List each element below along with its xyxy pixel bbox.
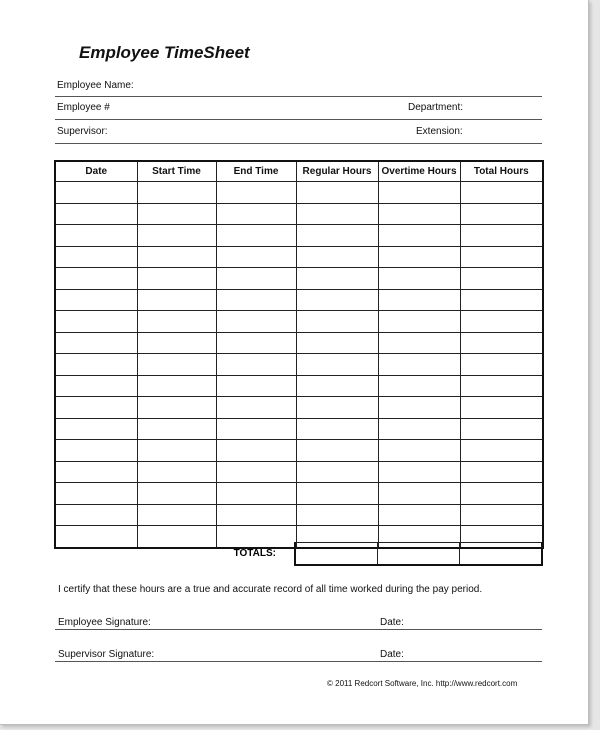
total-hours-cell[interactable] — [460, 397, 543, 419]
end-time-cell[interactable] — [216, 375, 296, 397]
start-time-cell[interactable] — [137, 246, 216, 268]
date-cell[interactable] — [55, 461, 137, 483]
totals-row — [54, 542, 543, 566]
regular-hours-cell[interactable] — [296, 504, 378, 526]
total-hours-cell[interactable] — [460, 311, 543, 333]
page-title: Employee TimeSheet — [79, 43, 250, 62]
start-time-cell[interactable] — [137, 504, 216, 526]
end-time-cell[interactable] — [216, 354, 296, 376]
total-hours-cell[interactable] — [459, 543, 542, 566]
supervisor-line[interactable] — [55, 143, 542, 144]
regular-hours-cell[interactable] — [296, 461, 378, 483]
regular-hours-cell[interactable] — [296, 268, 378, 290]
date-cell[interactable] — [55, 375, 137, 397]
end-time-cell[interactable] — [216, 418, 296, 440]
regular-hours-cell[interactable] — [296, 418, 378, 440]
date-cell[interactable] — [55, 268, 137, 290]
regular-hours-cell[interactable] — [296, 483, 378, 505]
column-header-date: Date — [55, 161, 137, 182]
date-cell[interactable] — [55, 289, 137, 311]
total-hours-cell[interactable] — [460, 375, 543, 397]
employee-signature-date-label: Date: — [380, 617, 404, 628]
date-cell[interactable] — [55, 504, 137, 526]
start-time-cell[interactable] — [137, 418, 216, 440]
totals-label: TOTALS: — [233, 548, 276, 560]
total-hours-cell[interactable] — [460, 246, 543, 268]
end-time-cell[interactable] — [216, 311, 296, 333]
overtime-hours-cell[interactable] — [378, 289, 460, 311]
start-time-cell[interactable] — [137, 182, 216, 204]
regular-hours-cell[interactable] — [296, 311, 378, 333]
table-row — [55, 397, 543, 419]
regular-hours-cell[interactable] — [296, 375, 378, 397]
end-time-cell[interactable] — [216, 504, 296, 526]
total-hours-cell[interactable] — [460, 504, 543, 526]
end-time-cell[interactable] — [216, 332, 296, 354]
end-time-cell[interactable] — [216, 483, 296, 505]
column-header-total-hours: Total Hours — [460, 161, 543, 182]
start-time-cell[interactable] — [137, 461, 216, 483]
supervisor-signature-date-label: Date: — [380, 649, 404, 660]
column-header-overtime-hours: Overtime Hours — [378, 161, 460, 182]
total-hours-cell[interactable] — [460, 289, 543, 311]
regular-hours-cell[interactable] — [296, 203, 378, 225]
supervisor-label: Supervisor: — [57, 126, 108, 137]
overtime-hours-cell[interactable] — [378, 225, 460, 247]
overtime-hours-cell[interactable] — [378, 375, 460, 397]
employee-name-label: Employee Name: — [57, 80, 134, 91]
end-time-cell[interactable] — [216, 440, 296, 462]
table-row — [55, 332, 543, 354]
department-label: Department: — [408, 102, 464, 113]
start-time-cell[interactable] — [137, 225, 216, 247]
start-time-cell[interactable] — [137, 289, 216, 311]
end-time-cell[interactable] — [216, 397, 296, 419]
end-time-cell[interactable] — [216, 268, 296, 290]
overtime-hours-cell[interactable] — [378, 268, 460, 290]
overtime-hours-cell[interactable] — [378, 418, 460, 440]
overtime-hours-cell[interactable] — [378, 397, 460, 419]
regular-hours-cell[interactable] — [296, 354, 378, 376]
date-cell[interactable] — [55, 483, 137, 505]
regular-hours-cell[interactable] — [296, 440, 378, 462]
regular-hours-cell[interactable] — [296, 332, 378, 354]
end-time-cell[interactable] — [216, 461, 296, 483]
regular-hours-cell[interactable] — [296, 225, 378, 247]
total-hours-cell[interactable] — [460, 332, 543, 354]
table-row — [55, 225, 543, 247]
regular-hours-cell[interactable] — [296, 289, 378, 311]
total-hours-cell[interactable] — [460, 418, 543, 440]
column-header-end-time: End Time — [216, 161, 296, 182]
regular-hours-cell[interactable] — [296, 182, 378, 204]
date-cell[interactable] — [55, 397, 137, 419]
table-row — [55, 182, 543, 204]
end-time-cell[interactable] — [216, 182, 296, 204]
start-time-cell[interactable] — [137, 440, 216, 462]
table-row — [55, 203, 543, 225]
total-hours-cell[interactable] — [460, 268, 543, 290]
certification-text: I certify that these hours are a true and accurate record of all time worked during the pay period. — [58, 584, 483, 595]
employee-signature-label: Employee Signature: — [58, 617, 151, 628]
overtime-hours-cell[interactable] — [378, 182, 460, 204]
table-row — [55, 354, 543, 376]
start-time-cell[interactable] — [137, 483, 216, 505]
supervisor-signature-line[interactable] — [55, 661, 542, 662]
supervisor-signature-label: Supervisor Signature: — [58, 649, 155, 660]
employee-number-line[interactable] — [55, 119, 542, 120]
table-row — [55, 268, 543, 290]
total-hours-cell[interactable] — [460, 203, 543, 225]
table-row — [55, 461, 543, 483]
end-time-cell[interactable] — [216, 289, 296, 311]
table-row — [55, 440, 543, 462]
table-row — [55, 375, 543, 397]
date-cell[interactable] — [55, 225, 137, 247]
date-cell[interactable] — [55, 203, 137, 225]
overtime-hours-cell[interactable] — [378, 483, 460, 505]
overtime-hours-cell[interactable] — [378, 504, 460, 526]
date-cell[interactable] — [55, 354, 137, 376]
overtime-hours-cell[interactable] — [378, 311, 460, 333]
employee-number-label: Employee # — [57, 102, 110, 113]
start-time-cell[interactable] — [137, 268, 216, 290]
total-hours-cell[interactable] — [460, 440, 543, 462]
total-hours-cell[interactable] — [460, 461, 543, 483]
extension-label: Extension: — [416, 126, 463, 137]
column-header-regular-hours: Regular Hours — [296, 161, 378, 182]
total-overtime-hours-cell[interactable] — [377, 543, 459, 566]
timesheet-table — [54, 160, 544, 549]
table-row — [55, 289, 543, 311]
regular-hours-cell[interactable] — [296, 246, 378, 268]
overtime-hours-cell[interactable] — [378, 203, 460, 225]
end-time-cell[interactable] — [216, 225, 296, 247]
total-hours-cell[interactable] — [460, 483, 543, 505]
table-row — [55, 311, 543, 333]
copyright-footer: © 2011 Redcort Software, Inc. http://www.redcort.com — [327, 679, 518, 688]
start-time-cell[interactable] — [137, 375, 216, 397]
table-header-row — [55, 161, 543, 182]
overtime-hours-cell[interactable] — [378, 332, 460, 354]
end-time-cell[interactable] — [216, 203, 296, 225]
date-cell[interactable] — [55, 418, 137, 440]
total-hours-cell[interactable] — [460, 182, 543, 204]
total-hours-cell[interactable] — [460, 354, 543, 376]
end-time-cell[interactable] — [216, 246, 296, 268]
total-hours-cell[interactable] — [460, 225, 543, 247]
table-row — [55, 483, 543, 505]
date-cell[interactable] — [55, 182, 137, 204]
employee-signature-line[interactable] — [55, 629, 542, 630]
overtime-hours-cell[interactable] — [378, 246, 460, 268]
overtime-hours-cell[interactable] — [378, 461, 460, 483]
overtime-hours-cell[interactable] — [378, 354, 460, 376]
column-header-start-time: Start Time — [137, 161, 216, 182]
overtime-hours-cell[interactable] — [378, 440, 460, 462]
start-time-cell[interactable] — [137, 203, 216, 225]
date-cell[interactable] — [55, 332, 137, 354]
date-cell[interactable] — [55, 440, 137, 462]
regular-hours-cell[interactable] — [296, 397, 378, 419]
total-regular-hours-cell[interactable] — [295, 543, 377, 566]
start-time-cell[interactable] — [137, 311, 216, 333]
table-row — [55, 246, 543, 268]
date-cell[interactable] — [55, 246, 137, 268]
table-row — [55, 418, 543, 440]
employee-name-line[interactable] — [55, 96, 542, 97]
start-time-cell[interactable] — [137, 332, 216, 354]
start-time-cell[interactable] — [137, 354, 216, 376]
timesheet-body — [55, 182, 543, 548]
table-row — [55, 504, 543, 526]
date-cell[interactable] — [55, 311, 137, 333]
start-time-cell[interactable] — [137, 397, 216, 419]
